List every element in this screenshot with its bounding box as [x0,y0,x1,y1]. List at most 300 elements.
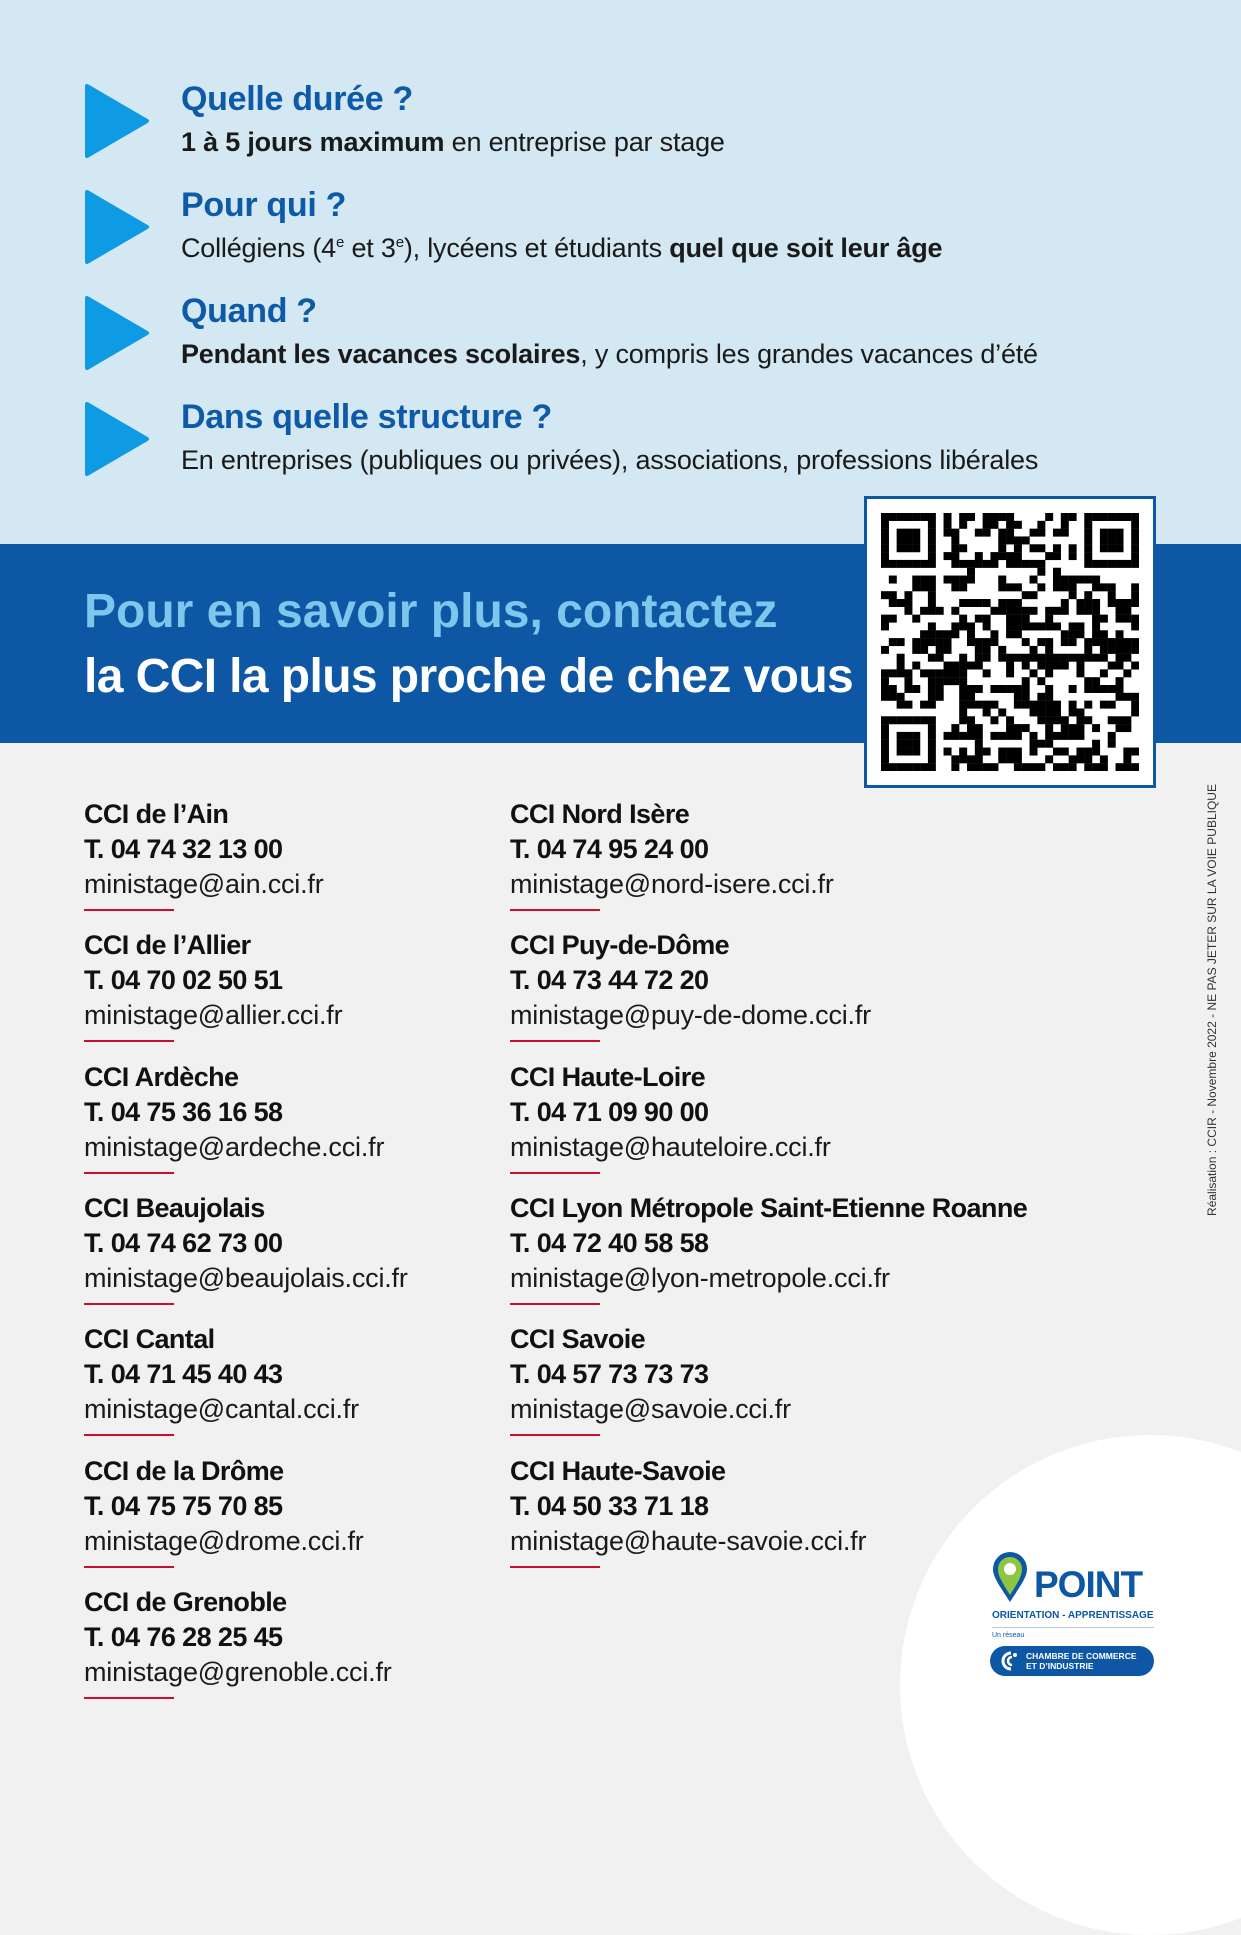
qr-module [1076,599,1084,607]
qr-module [1045,552,1053,560]
cci-phone[interactable]: T. 04 75 75 70 85 [84,1490,283,1521]
qr-module [1022,662,1030,670]
qr-module [1022,724,1030,732]
qr-module [897,662,905,670]
cci-email[interactable]: ministage@nord-isere.cci.fr [510,869,834,899]
qr-module [1116,529,1124,537]
qr-module [1006,732,1014,740]
cci-divider [510,1040,600,1042]
qr-module [881,724,889,732]
cci-contact [510,1060,980,1188]
qr-module [1084,716,1092,724]
qr-module [1006,607,1014,615]
qr-module [951,536,959,544]
qr-module [1014,685,1022,693]
qr-module [1069,654,1077,662]
cci-email[interactable]: ministage@haute-savoie.cci.fr [510,1525,867,1556]
qr-module [983,560,991,568]
qr-module [1053,576,1061,584]
qr-module [1061,662,1069,670]
qr-module [881,529,889,537]
cci-contact [84,1191,554,1319]
qr-module [1092,630,1100,638]
qr-module [881,755,889,763]
cci-contact [510,797,980,925]
qr-module [1123,646,1131,654]
qr-module [1014,693,1022,701]
qr-module [983,521,991,529]
qr-module [1108,638,1116,646]
qr-module [967,576,975,584]
cci-divider [84,1434,174,1436]
qr-module [936,654,944,662]
qr-module [1053,544,1061,552]
play-arrow-icon [85,294,149,372]
qr-module [1045,607,1053,615]
qr-module [920,630,928,638]
cci-phone[interactable]: T. 04 74 95 24 00 [510,834,709,864]
cci-email[interactable]: ministage@beaujolais.cci.fr [84,1262,408,1293]
qr-module [1123,638,1131,646]
cci-phone[interactable]: T. 04 74 32 13 00 [84,834,283,864]
cci-email[interactable]: ministage@lyon-metropole.cci.fr [510,1262,890,1293]
qr-module [1076,630,1084,638]
qr-module [1061,638,1069,646]
qr-module [1061,654,1069,662]
qr-module [944,638,952,646]
qr-module [1037,740,1045,748]
qr-module [1092,560,1100,568]
qr-module [1076,654,1084,662]
qr-module [1108,583,1116,591]
qr-module [881,513,889,521]
qr-module [920,607,928,615]
qr-module [904,763,912,771]
cci-email[interactable]: ministage@grenoble.cci.fr [84,1656,392,1687]
play-arrow-icon [85,188,149,266]
qr-module [928,583,936,591]
qr-module [998,685,1006,693]
qr-module [1014,599,1022,607]
faq-item-pour-qui [85,186,1125,276]
cci-logo-icon [999,1651,1021,1671]
qr-module [1076,576,1084,584]
qr-module [904,732,912,740]
qr-module [1014,630,1022,638]
qr-module [912,615,920,623]
qr-module [975,755,983,763]
qr-module [1053,763,1061,771]
qr-module [1022,622,1030,630]
qr-module [1030,708,1038,716]
qr-module [1084,591,1092,599]
qr-module [1045,685,1053,693]
faq-item-quand [85,292,1125,382]
qr-module [936,693,944,701]
qr-module [889,669,897,677]
qr-module [936,669,944,677]
qr-module [1100,646,1108,654]
answer-text: , y compris les grandes vacances d’été [580,339,1038,369]
qr-module [944,748,952,756]
qr-module [1053,732,1061,740]
qr-module [983,701,991,709]
qr-module [959,576,967,584]
qr-module [1061,724,1069,732]
cci-name: CCI Lyon Métropole Saint-Etienne Roanne [510,1192,1028,1223]
qr-module [1076,607,1084,615]
qr-module [1006,685,1014,693]
qr-module [1006,724,1014,732]
qr-module [897,560,905,568]
qr-module [904,740,912,748]
qr-module [1014,732,1022,740]
qr-module [944,521,952,529]
qr-module [1100,669,1108,677]
qr-module [1030,591,1038,599]
qr-module [1131,615,1139,623]
qr-module [1045,654,1053,662]
qr-module [1037,693,1045,701]
qr-module [944,630,952,638]
qr-module [904,669,912,677]
qr-module [1006,615,1014,623]
qr-module [904,591,912,599]
qr-module [904,536,912,544]
qr-module [920,513,928,521]
qr-module [959,732,967,740]
qr-module [1131,560,1139,568]
cci-email[interactable]: ministage@cantal.cci.fr [84,1394,359,1425]
qr-module [1006,669,1014,677]
cci-phone[interactable]: T. 04 71 45 40 43 [84,1359,283,1390]
qr-module [1108,662,1116,670]
cci-phone[interactable]: T. 04 57 73 73 73 [510,1359,709,1390]
qr-module [1045,755,1053,763]
qr-module [897,529,905,537]
qr-module [897,693,905,701]
qr-module [920,576,928,584]
qr-module [1022,763,1030,771]
qr-module [1108,513,1116,521]
qr-module [928,763,936,771]
logo-divider [992,1627,1154,1628]
qr-module [1022,536,1030,544]
qr-module [1084,763,1092,771]
qr-module [1076,662,1084,670]
qr-module [959,622,967,630]
qr-module [928,716,936,724]
qr-module [928,685,936,693]
qr-module [1030,740,1038,748]
qr-module [1014,724,1022,732]
qr-module [998,583,1006,591]
qr-module [1092,740,1100,748]
qr-module [1045,740,1053,748]
qr-module [1069,544,1077,552]
qr-module [928,544,936,552]
cci-phone[interactable]: T. 04 75 36 16 58 [84,1096,283,1127]
qr-module [944,513,952,521]
cci-phone[interactable]: T. 04 76 28 25 45 [84,1621,283,1652]
qr-module [889,716,897,724]
qr-module [990,763,998,771]
qr-module [959,521,967,529]
qr-module [912,529,920,537]
qr-module [928,755,936,763]
qr-module [912,583,920,591]
cci-email[interactable]: ministage@puy-de-dome.cci.fr [510,1000,871,1031]
qr-module [959,615,967,623]
qr-module [1116,763,1124,771]
cci-email[interactable]: ministage@savoie.cci.fr [510,1394,791,1425]
cci-phone[interactable]: T. 04 50 33 71 18 [510,1490,709,1521]
qr-module [1116,677,1124,685]
qr-module [959,693,967,701]
qr-module [1014,521,1022,529]
qr-module [1053,622,1061,630]
cci-email[interactable]: ministage@ardeche.cci.fr [84,1131,385,1162]
qr-module [920,638,928,646]
qr-module [928,529,936,537]
qr-module [1116,685,1124,693]
qr-module [1045,708,1053,716]
qr-module [1131,513,1139,521]
map-pin-icon [990,1550,1030,1604]
qr-module [1014,544,1022,552]
qr-module [881,544,889,552]
qr-module [1116,536,1124,544]
qr-module [1100,630,1108,638]
qr-module [975,529,983,537]
qr-module [1116,630,1124,638]
qr-module [967,560,975,568]
qr-module [990,716,998,724]
qr-module [928,638,936,646]
qr-module [928,724,936,732]
qr-module [967,638,975,646]
qr-module [936,646,944,654]
qr-module [1092,615,1100,623]
cci-divider [510,1303,600,1305]
qr-module [1123,560,1131,568]
qr-module [1014,607,1022,615]
qr-module [1092,748,1100,756]
qr-module [1116,615,1124,623]
qr-module [1006,748,1014,756]
qr-module [889,599,897,607]
cci-name: CCI de l’Allier [84,930,251,961]
qr-module [998,513,1006,521]
qr-module [998,576,1006,584]
faq-question: Pour qui ? [181,186,347,224]
cci-email[interactable]: ministage@allier.cci.fr [84,1000,343,1031]
qr-module [1053,568,1061,576]
qr-module [1123,513,1131,521]
qr-module [881,693,889,701]
cci-phone[interactable]: T. 04 71 09 90 00 [510,1096,709,1127]
cci-name: CCI Haute-Savoie [510,1455,726,1486]
cci-divider [510,909,600,911]
qr-module [1084,701,1092,709]
qr-module [1108,716,1116,724]
qr-module [1061,599,1069,607]
qr-module [920,646,928,654]
qr-module [897,701,905,709]
qr-module [983,708,991,716]
qr-module [912,638,920,646]
qr-module [889,591,897,599]
qr-module [1108,701,1116,709]
qr-module [1084,638,1092,646]
qr-module [1069,732,1077,740]
qr-module [889,693,897,701]
qr-module [1061,513,1069,521]
qr-module [904,529,912,537]
qr-module [1053,552,1061,560]
qr-module [1014,755,1022,763]
qr-module [1061,607,1069,615]
cci-name: CCI de Grenoble [84,1586,287,1617]
qr-module [1131,622,1139,630]
qr-module [1006,630,1014,638]
qr-module [1006,622,1014,630]
qr-module [1053,701,1061,709]
qr-module [1061,763,1069,771]
credit-line: Réalisation : CCIR - Novembre 2022 - NE PAS JETER SUR LA VOIE PUBLIQUE [1205,784,1219,1216]
qr-module [928,669,936,677]
qr-module [897,599,905,607]
qr-module [912,716,920,724]
qr-module [1022,693,1030,701]
qr-module [1131,748,1139,756]
qr-module [1014,536,1022,544]
qr-module [1076,732,1084,740]
qr-module [1030,576,1038,584]
qr-module [920,583,928,591]
qr-module [983,654,991,662]
qr-module [1116,662,1124,670]
qr-module [1006,552,1014,560]
qr-module [1014,615,1022,623]
qr-module [904,677,912,685]
play-arrow-icon [85,400,149,478]
qr-module [1100,560,1108,568]
qr-module [967,599,975,607]
qr-module [1014,560,1022,568]
qr-module [1053,654,1061,662]
answer-text: e [335,234,345,251]
qr-module [1030,646,1038,654]
qr-module [1045,662,1053,670]
cci-contact [510,1191,1028,1319]
qr-module [1037,544,1045,552]
qr-module [1030,669,1038,677]
contact-heading-line1: Pour en savoir plus, contactez [84,585,778,638]
qr-module [1131,544,1139,552]
cci-phone[interactable]: T. 04 73 44 72 20 [510,965,709,996]
qr-module [1084,646,1092,654]
cci-email[interactable]: ministage@drome.cci.fr [84,1525,364,1556]
qr-module [1123,615,1131,623]
qr-module [1131,693,1139,701]
cci-name: CCI Cantal [84,1324,215,1355]
faq-question: Dans quelle structure ? [181,398,552,436]
qr-module [1069,724,1077,732]
qr-module [1084,607,1092,615]
cci-name: CCI Savoie [510,1324,646,1355]
qr-module [1084,748,1092,756]
qr-module [889,638,897,646]
qr-module [1045,646,1053,654]
qr-module [1045,622,1053,630]
qr-module [1037,662,1045,670]
qr-module [967,630,975,638]
qr-module [983,615,991,623]
answer-text: 1 à 5 jours maximum [181,127,445,157]
qr-module [967,755,975,763]
qr-module [897,732,905,740]
qr-module [967,685,975,693]
cci-phone[interactable]: T. 04 72 40 58 58 [510,1227,709,1258]
qr-module [998,529,1006,537]
qr-module [1037,716,1045,724]
qr-module [1084,677,1092,685]
cci-name: CCI de la Drôme [84,1455,284,1486]
qr-module [1092,677,1100,685]
qr-module [990,560,998,568]
qr-module [928,693,936,701]
qr-module [920,716,928,724]
qr-module [1022,607,1030,615]
faq-answer [181,445,1038,476]
cci-email[interactable]: ministage@hauteloire.cci.fr [510,1131,831,1162]
cci-phone[interactable]: T. 04 74 62 73 00 [84,1227,283,1258]
qr-module [928,701,936,709]
qr-module [975,552,983,560]
qr-module [1061,583,1069,591]
qr-module [1116,544,1124,552]
qr-module [904,607,912,615]
qr-module [959,662,967,670]
cci-phone[interactable]: T. 04 70 02 50 51 [84,965,283,996]
answer-text: En entreprises (publiques ou privées), associations, professions libérales [181,445,1039,475]
qr-module [1108,732,1116,740]
qr-module [959,654,967,662]
qr-module [1030,544,1038,552]
qr-module [1030,607,1038,615]
qr-module [928,536,936,544]
qr-module [959,755,967,763]
logo-network-label: Un réseau [992,1632,1025,1639]
qr-module [1131,662,1139,670]
qr-module [1030,748,1038,756]
qr-code[interactable] [864,496,1156,788]
qr-module [1092,576,1100,584]
qr-module [998,536,1006,544]
qr-module [998,708,1006,716]
qr-module [936,638,944,646]
logo-title: POINT [1034,1564,1143,1605]
qr-module [951,529,959,537]
cci-email[interactable]: ministage@ain.cci.fr [84,869,324,899]
qr-module [959,708,967,716]
qr-module [944,646,952,654]
qr-module [983,622,991,630]
qr-module [1037,521,1045,529]
qr-module [983,748,991,756]
qr-module [897,513,905,521]
